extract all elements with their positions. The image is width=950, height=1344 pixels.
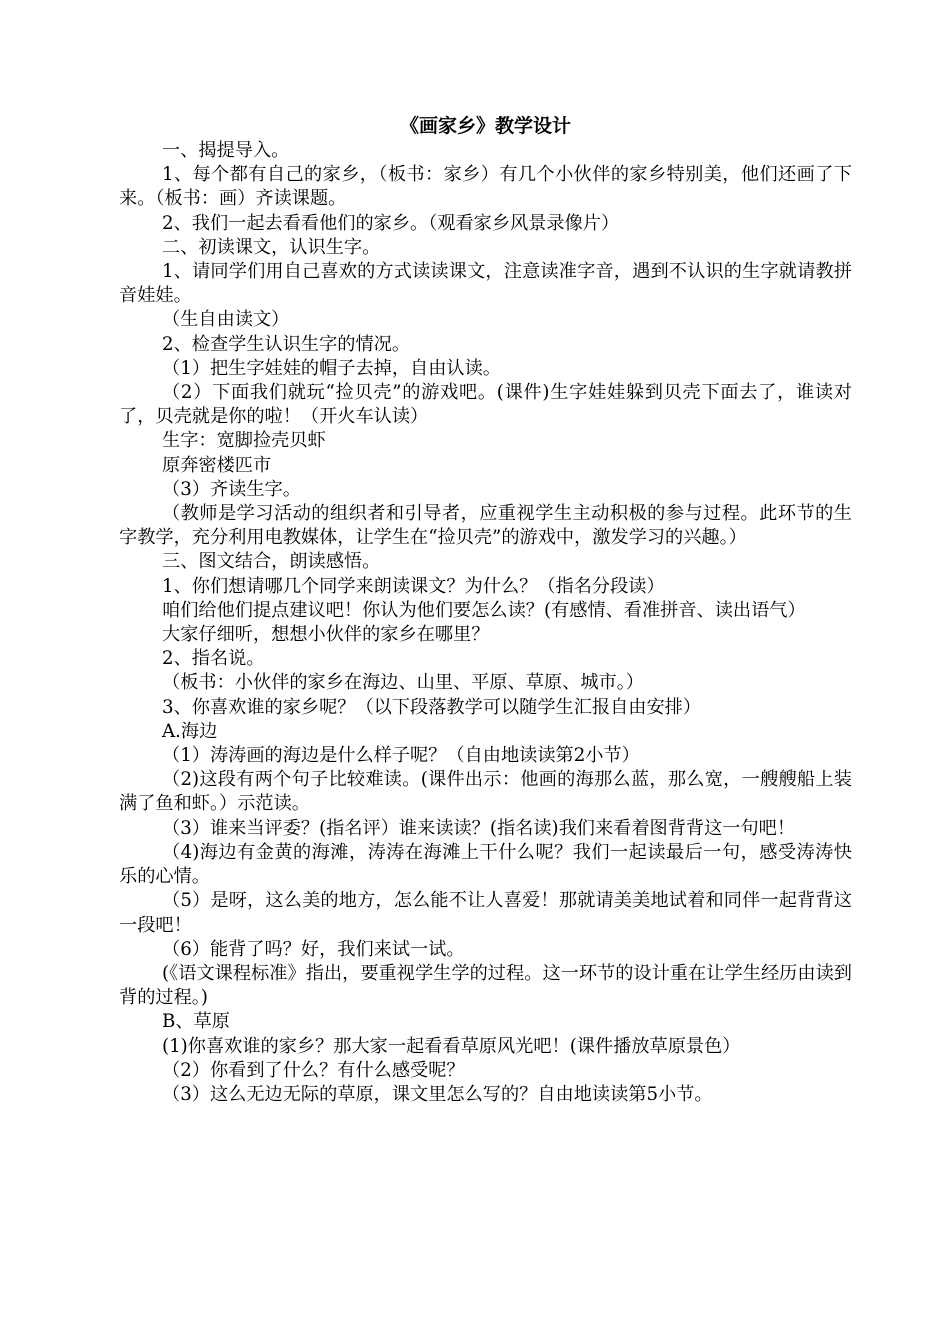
paragraph: （生自由读文）	[162, 309, 290, 331]
document-title: 《画家乡》教学设计	[399, 115, 571, 137]
paragraph: （1）涛涛画的海边是什么样子呢？（自由地读读第2小节）	[162, 745, 640, 767]
paragraph: A.海边	[162, 720, 218, 742]
paragraph: （3）谁来当评委？(指名评）谁来读读？(指名读)我们来看着图背背这一句吧！	[162, 817, 796, 839]
paragraph: 3、你喜欢谁的家乡呢？（以下段落教学可以随学生汇报自由安排）	[162, 696, 702, 718]
paragraph: 生字：宽脚捡壳贝虾	[162, 430, 326, 452]
paragraph: 2、检查学生认识生字的情况。	[162, 333, 411, 355]
paragraph: （4)海边有金黄的海滩，涛涛在海滩上干什么呢？我们一起读最后一句，感受涛涛快乐的心情。	[119, 841, 852, 888]
paragraph: 大家仔细听，想想小伙伴的家乡在哪里？	[162, 624, 490, 646]
paragraph: （1）把生字娃娃的帽子去掉，自由认读。	[162, 357, 501, 379]
paragraph: （教师是学习活动的组织者和引导者，应重视学生主动积极的参与过程。此环节的生字教学，充分利用电教媒体，让学生在“捡贝壳”的游戏中，激发学习的兴趣。）	[119, 503, 852, 549]
paragraph: （2)这段有两个句子比较难读。(课件出示：他画的海那么蓝，那么宽，一艘艘船上装满了鱼和虾。）示范读。	[119, 769, 852, 815]
paragraph: （5）是呀，这么美的地方，怎么能不让人喜爱！那就请美美地试着和同伴一起背背这一段吧！	[119, 890, 852, 936]
paragraph: 2、我们一起去看看他们的家乡。（观看家乡风景录像片）	[162, 212, 620, 234]
paragraph: 1、每个都有自己的家乡，（板书：家乡）有几个小伙伴的家乡特别美，他们还画了下来。（板书：画）齐读课题。	[119, 164, 852, 210]
paragraph: （2）你看到了什么？有什么感受呢？	[162, 1059, 465, 1081]
paragraph: 咱们给他们提点建议吧！你认为他们要怎么读？(有感情、看准拼音、读出语气）	[162, 599, 806, 621]
paragraph: 2、指名说。	[162, 648, 265, 670]
paragraph: 1、你们想请哪几个同学来朗读课文？为什么？（指名分段读）	[162, 575, 665, 597]
paragraph: （3）这么无边无际的草原，课文里怎么写的？自由地读读第5小节。	[162, 1083, 713, 1105]
paragraph: （3）齐读生字。	[162, 478, 301, 500]
paragraph: （板书：小伙伴的家乡在海边、山里、平原、草原、城市。）	[162, 672, 644, 694]
paragraph: 三、图文结合，朗读感悟。	[162, 551, 381, 573]
paragraph: (1)你喜欢谁的家乡？那大家一起看看草原风光吧！(课件播放草原景色）	[162, 1035, 741, 1057]
paragraph: 一、揭提导入。	[162, 140, 290, 161]
paragraph: 二、初读课文，认识生字。	[162, 236, 381, 258]
paragraph: （6）能背了吗？好，我们来试一试。	[162, 938, 465, 960]
paragraph: 1、请同学们用自己喜欢的方式读读课文，注意读准字音，遇到不认识的生字就请教拼音娃娃。	[119, 261, 852, 307]
paragraph: (《语文课程标准》指出，要重视学生学的过程。这一环节的设计重在让学生经历由读到背的过程。)	[119, 962, 852, 1009]
paragraph: B、草原	[162, 1011, 230, 1033]
paragraph: （2）下面我们就玩“捡贝壳”的游戏吧。(课件)生字娃娃躲到贝壳下面去了，谁读对了，贝壳就是你的啦！（开火车认读）	[119, 382, 852, 428]
paragraph: 原奔密楼匹市	[162, 454, 272, 476]
document-page	[119, 113, 852, 1107]
document-body	[119, 139, 852, 1107]
